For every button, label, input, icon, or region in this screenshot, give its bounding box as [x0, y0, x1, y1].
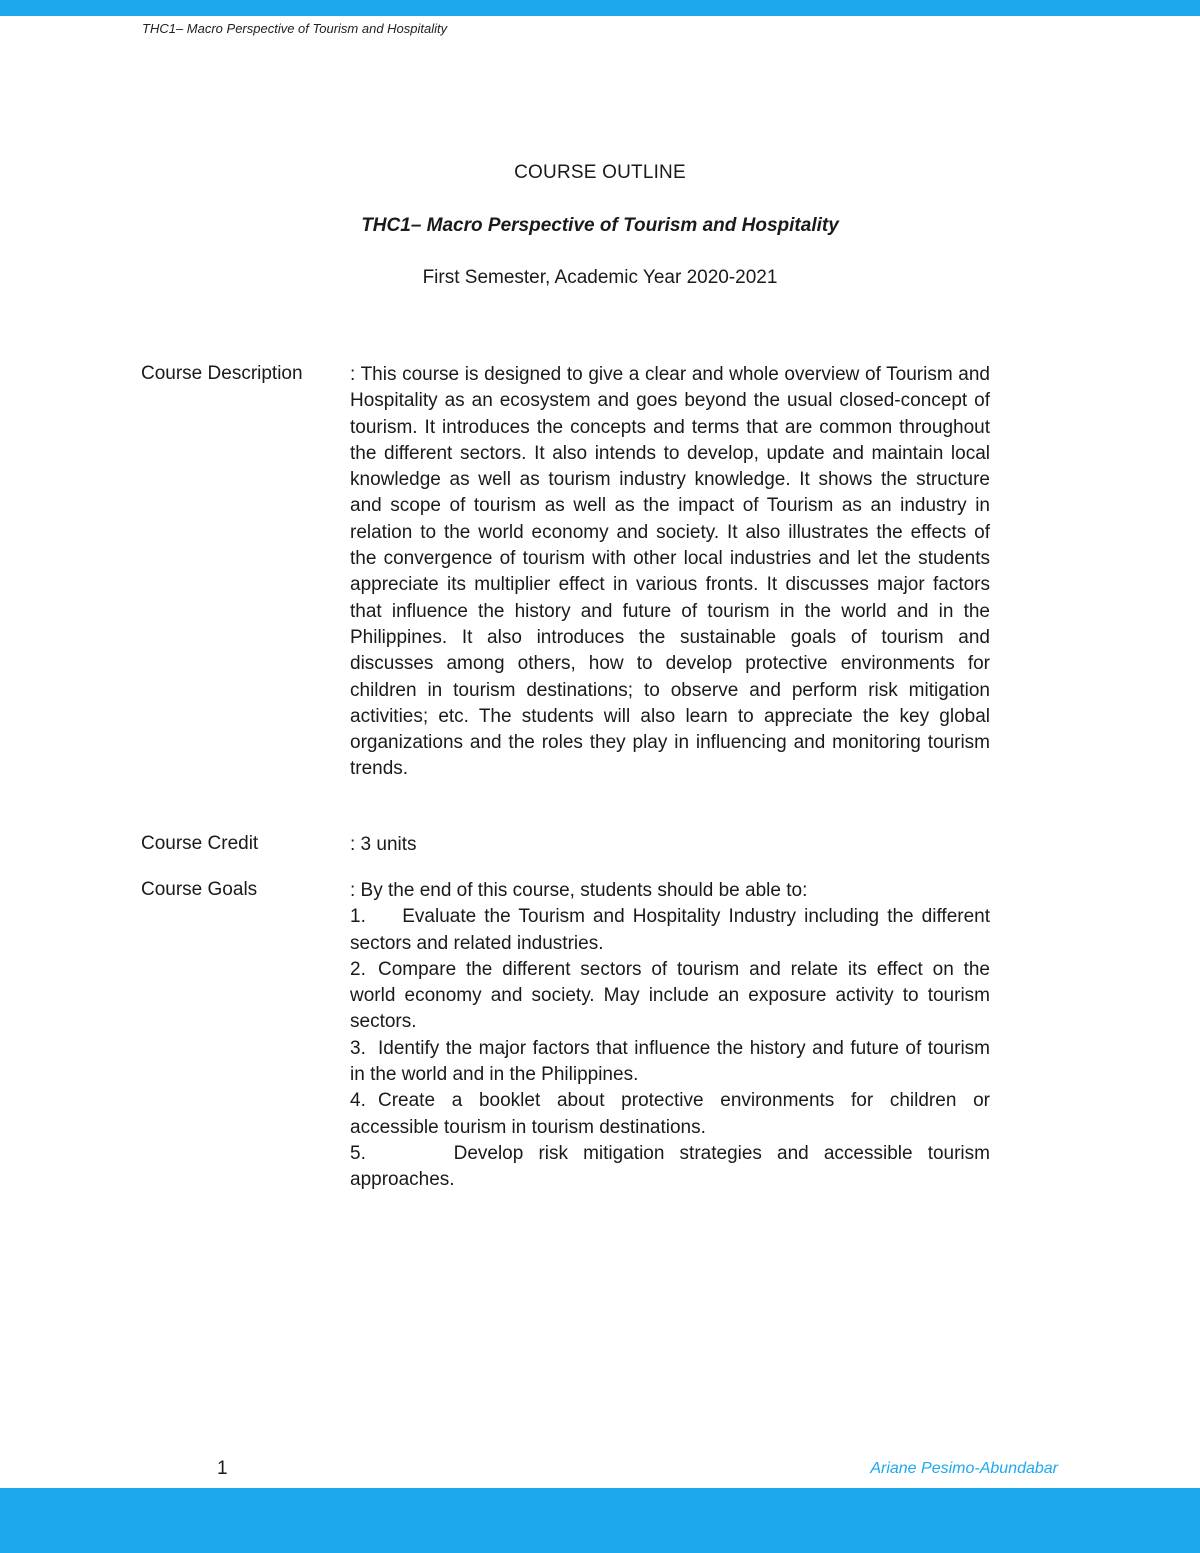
goal-number: 1.	[350, 906, 366, 928]
course-title: THC1– Macro Perspective of Tourism and Hospitality	[361, 215, 839, 236]
description-text: : This course is designed to give a clear and whole overview of Tourism and Hospitality as an ecosystem and goes beyond the usual closed-concept of tourism. It introduces the concepts and terms that are common throughout the different sectors. It also intends to develop, update and maintain local knowledge as well as tourism industry knowledge. It shows the structure and scope of tourism as well as the impact of Tourism as an industry in relation to the world economy and society. It also illustrates the effects of the convergence of tourism with other local industries and let the students appreciate its multiplier effect in various fronts. It discusses major factors that influence the history and future of tourism in the world and in the Philippines. It also introduces the sustainable goals of tourism and discusses among others, how to develop protective environments for children in tourism destinations; to observe and perform risk mitigation activities; etc. The students will also learn to appreciate the key global organizations and the roles they play in influencing and monitoring tourism trends.	[350, 364, 990, 780]
goal-number: 4.	[350, 1090, 366, 1112]
course-term: First Semester, Academic Year 2020-2021	[422, 267, 778, 288]
goals-intro: : By the end of this course, students should be able to:	[350, 880, 808, 901]
running-header: THC1– Macro Perspective of Tourism and Hospitality	[142, 21, 448, 36]
credit-label: Course Credit	[141, 833, 259, 854]
goal-text: Compare the different sectors of tourism and relate its effect on the world economy and society. May include an exposure activity to tourism sectors.	[350, 958, 990, 1033]
goal-text: Develop risk mitigation strategies and accessible tourism approaches.	[350, 1142, 990, 1191]
goal-text: Identify the major factors that influence the history and future of tourism in the world and in the Philippines.	[350, 1037, 990, 1086]
description-label: Course Description	[141, 363, 303, 384]
goal-number: 2.	[350, 958, 366, 980]
author-name: Ariane Pesimo-Abundabar	[870, 1460, 1058, 1477]
bottom-accent-bar	[0, 1488, 1200, 1553]
goal-item	[350, 1141, 990, 1194]
document-heading: COURSE OUTLINE	[514, 162, 686, 183]
goal-item	[350, 1036, 990, 1089]
goal-item	[350, 957, 990, 1036]
goals-list	[350, 878, 990, 1194]
goal-item	[350, 1088, 990, 1141]
goal-number: 3.	[350, 1037, 366, 1059]
goal-text: Create a booklet about protective environments for children or accessible tourism in tourism destinations.	[350, 1090, 990, 1138]
goal-number: 5.	[350, 1142, 366, 1164]
credit-value: : 3 units	[350, 834, 417, 855]
goal-text: Evaluate the Tourism and Hospitality Industry including the different sectors and related industries.	[350, 906, 990, 954]
goals-label: Course Goals	[141, 879, 258, 900]
top-accent-bar	[0, 0, 1200, 16]
goal-item	[350, 904, 990, 957]
page-number: 1	[217, 1458, 228, 1479]
